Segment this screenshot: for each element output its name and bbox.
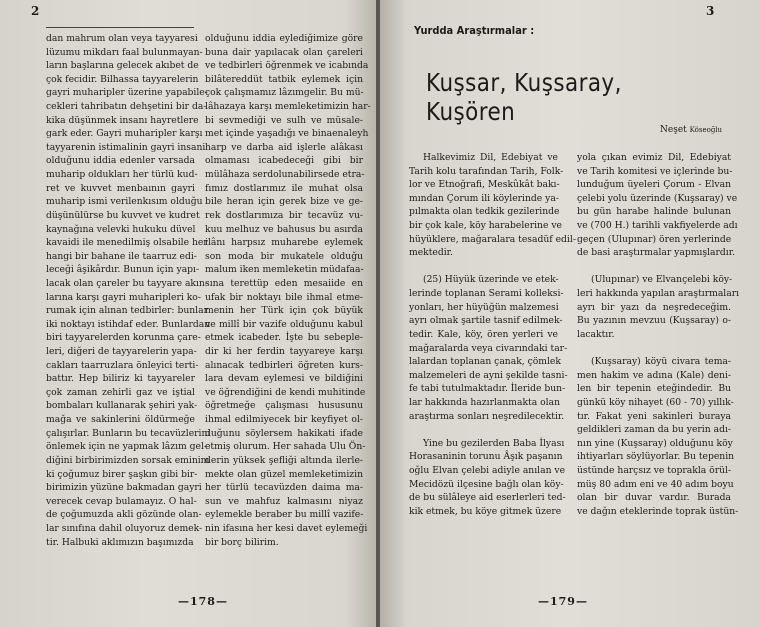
text-line: mından Çorum ili köylerinde ya- bbox=[409, 192, 559, 204]
text-line: cekleri tahribatın dehşetini bir da- bbox=[46, 101, 207, 113]
text-line: ayrı olmak şartile tasnif edilmek- bbox=[409, 315, 563, 327]
text-line: malzemeleri de ayni şekilde tasni- bbox=[409, 369, 568, 381]
text-line: hangi bir bahane ile taarruz edi- bbox=[46, 250, 197, 262]
author-name bbox=[660, 125, 722, 135]
text-line: yola çıkan evimiz Dil, Edebiyat bbox=[577, 152, 731, 163]
text-line: verecek cevap bulamayız. O hal- bbox=[46, 495, 197, 507]
text-line: lor ve Etnoğrafi, Meskûkât bakı- bbox=[409, 179, 560, 191]
text-line: lara devam eylemesi ve bildiğini bbox=[205, 373, 363, 385]
text-line: leceği âşikârdır. Bunun için yapı- bbox=[46, 264, 200, 276]
text-line: kavaidi ile menedilmiş olsabile her bbox=[46, 237, 208, 249]
text-line: lüzumu mikdarı faal bulunmayan- bbox=[46, 46, 203, 58]
text-line: battır. Hep biliriz ki tayyareler bbox=[46, 373, 195, 385]
text-line: çok çalışmamız lâzımgelir. Bu mü- bbox=[205, 87, 364, 99]
text-line: düşünülürse bu kuvvet ve kudret bbox=[46, 209, 200, 221]
text-line: rumak için alınan tedbirler: bunlar bbox=[46, 305, 208, 317]
text-line: bile heran için gerek bize ve ge- bbox=[205, 196, 363, 208]
text-line: mülâhaza serdolunabilirsede etra- bbox=[205, 169, 365, 181]
right-page bbox=[380, 0, 759, 627]
left-page-number: 2 bbox=[31, 4, 40, 18]
text-line: oğlu Elvan çelebi adiyle anılan ve bbox=[409, 465, 566, 477]
right-page-column-2 bbox=[577, 151, 740, 518]
text-line: çalışırlar. Bunların bu tecavüzlerini bbox=[46, 427, 211, 439]
text-line: ların başlarına gelecek akıbet de bbox=[46, 60, 199, 72]
text-line: kik etmek, bu köye gitmek üzere bbox=[409, 505, 562, 517]
right-page-number: 3 bbox=[706, 4, 715, 18]
text-line: öğretmeğe çalışması hususunu bbox=[205, 400, 363, 412]
text-line: bilâtereddüt tatbik eylemek için bbox=[205, 73, 363, 85]
text-line: ufak bir noktayı bile ihmal etme- bbox=[205, 291, 363, 303]
text-line: bu gün harabe halinde bulunan bbox=[577, 206, 731, 218]
text-line: çok zaman zehirli gaz ve iştial bbox=[46, 386, 195, 398]
text-line: ve öğrendiğini de kendi muhitinde bbox=[205, 386, 366, 398]
text-line: (Ulupınar) ve Elvançelebi köy- bbox=[591, 274, 733, 286]
text-line: birimizin yüzüne bakmadan gayri bbox=[46, 482, 202, 494]
right-page-column-1 bbox=[409, 151, 576, 518]
text-line: tir. Halbuki aklımızın başımızda bbox=[46, 536, 194, 548]
text-line: diğini birbirimizden sorsak eminim bbox=[46, 454, 210, 466]
text-line: ihmal edilmiyecek bir keyfiyet ol- bbox=[205, 414, 363, 426]
text-line: araştırma sonları neşredilecektir. bbox=[409, 410, 565, 422]
section-label: Yurdda Araştırmalar : bbox=[414, 24, 535, 37]
text-line: kika düşünmek insanı hayretlere bbox=[46, 114, 199, 126]
text-line: tedir. Kale, köy, ören yerleri ve bbox=[409, 328, 558, 340]
text-line: bir çok kale, köy harabelerine ve bbox=[409, 220, 562, 232]
text-line: iki noktayı istihdaf eder. Bunlardan bbox=[46, 318, 211, 330]
text-line: önlemek için ne yapmak lâzım gel- bbox=[46, 441, 208, 453]
text-line: olan bir duvar vardır. Burada bbox=[577, 492, 731, 504]
text-line: müş 80 adım eni ve 40 adım boyu bbox=[577, 478, 734, 490]
text-line: ret ve kuvvet menbaının gayri bbox=[46, 182, 195, 194]
text-line: larına karşı gayri muharipleri ko- bbox=[46, 291, 201, 303]
text-line: derin yüksek şefliği altında ilerle- bbox=[205, 454, 363, 466]
text-line: alınacak tedbirleri öğreten kurs- bbox=[205, 359, 363, 371]
text-line: olmaması icabedeceği gibi bir bbox=[205, 155, 363, 167]
text-line: nin ifasına her kesi davet eylemeği bbox=[205, 522, 368, 534]
text-line: Bu yazının mevzuu (Kuşsaray) o- bbox=[577, 315, 731, 327]
text-line: Mecidözü ilçesine bağlı olan köy- bbox=[409, 478, 564, 490]
text-line: muharip ismi verilenkısım olduğu bbox=[46, 196, 203, 208]
text-line: de bu sülâleye aid eserlerleri ted- bbox=[409, 492, 566, 504]
text-line: gayri muharipler üzerine yapabile- bbox=[46, 87, 208, 99]
text-line: Tarih kolu tarafından Tarih, Folk- bbox=[409, 165, 564, 177]
text-line: dan mahrum olan veya tayyaresi bbox=[46, 33, 198, 44]
text-line: olduğunu iddia edenler varsada bbox=[46, 155, 195, 167]
text-line: eylemekle beraber bu millî vazife- bbox=[205, 509, 364, 521]
text-line: lacak olan çareler bu tayyare akın- bbox=[46, 277, 208, 289]
text-line: lalardan toplanan çanak, çömlek bbox=[409, 356, 561, 368]
text-line: duğunu söylersem hakikati ifade bbox=[205, 427, 363, 439]
text-line: kuu melhuz ve bahusus bu asırda bbox=[205, 223, 363, 235]
text-line: hüyüklere, mağaralara tesadüf edil- bbox=[409, 233, 576, 245]
text-line: leri hakkında yapılan araştırmaları bbox=[577, 288, 740, 300]
text-line: her türlü tecavüzden daima ma- bbox=[205, 482, 363, 494]
text-line: çelebi yolu üzerinde (Kuşsaray) ve bbox=[577, 192, 738, 204]
text-line: günkü köy nihayet (60 - 70) yıllık- bbox=[577, 396, 734, 408]
text-line: Horasaninin torunu Âşık paşanın bbox=[409, 451, 563, 463]
text-line: tır. Fakat yeni sakinleri buraya bbox=[577, 410, 731, 422]
text-line: lar hakkında hazırlanmakta olan bbox=[409, 396, 561, 408]
text-line: sun ve mahfuz kalmasını niyaz bbox=[205, 495, 363, 507]
left-page-column-2 bbox=[205, 32, 371, 549]
text-line: mağa ve sakinlerini öldürmeğe bbox=[46, 414, 195, 426]
left-page-footer: —178— bbox=[178, 595, 228, 608]
author-first-name: Neşet bbox=[660, 125, 690, 135]
text-line: gark eder. Gayri muharipler karşı bbox=[46, 128, 203, 140]
text-line: fımız dostlarımız ile muhat olsa bbox=[205, 182, 363, 194]
text-line bbox=[409, 423, 558, 437]
author-last-name: Köseoğlu bbox=[689, 126, 723, 134]
text-line: ve tedbirleri öğrenmek ve icabında bbox=[205, 60, 369, 72]
text-line: lâhazaya karşı memleketimizin har- bbox=[205, 101, 371, 113]
text-line: met içinde yaşadığı ve binaenaleyh bbox=[205, 128, 369, 140]
text-line: harp ve darba aid işlerle alâkası bbox=[205, 141, 363, 153]
text-line: son moda bir mukatele olduğu bbox=[205, 250, 363, 262]
text-line: menin her Türk için çok büyük bbox=[205, 305, 363, 317]
text-line: lunduğum üyeleri Çorum - Elvan bbox=[577, 179, 731, 191]
article-title: Kuşsar, Kuşsaray, Kuşören bbox=[426, 68, 622, 126]
text-line: Halkevimiz Dil, Edebiyat ve bbox=[423, 152, 558, 163]
text-line: sına terettüp eden mesaiide en bbox=[205, 277, 363, 289]
text-line: cakları taarruzlara önleyici terti- bbox=[46, 359, 199, 371]
text-line: ve dağın eteklerinde toprak üstün- bbox=[577, 505, 739, 517]
text-line: buna dair yapılacak olan çareleri bbox=[205, 46, 363, 58]
text-line: nın yine (Kuşsaray) olduğunu köy bbox=[577, 437, 733, 449]
text-line bbox=[577, 260, 731, 274]
text-line: ve Tarih komitesi ve içlerinde bu- bbox=[577, 165, 733, 177]
text-line: de çoğumuzda akli gözünde olan- bbox=[46, 509, 202, 521]
text-line: Yine bu gezilerden Baba İlyası bbox=[423, 437, 565, 449]
text-line: etmek icabeder. İşte bu sebeple- bbox=[205, 332, 363, 344]
text-line: kaynağına velevki hukuku düvel bbox=[46, 223, 196, 235]
text-line: malum iken memleketin müdafaa- bbox=[205, 264, 364, 276]
text-line: mağaralarda veya civarındaki tar- bbox=[409, 342, 568, 354]
text-line bbox=[577, 342, 731, 356]
text-line: üstünde harçsız ve toprakla örül- bbox=[577, 465, 732, 477]
text-line: etmiş olurum. Her sahada Ulu Ön- bbox=[205, 441, 366, 453]
text-line: len bir tepenin eteğindedir. Bu bbox=[577, 383, 731, 395]
text-line: lacaktır. bbox=[577, 328, 615, 340]
text-line: fe tabi tutulmaktadır. İleride bun- bbox=[409, 383, 566, 395]
text-line: ve millî bir vazife olduğunu kabul bbox=[205, 318, 363, 330]
text-line: leri, diğeri de tayyarelerin yapa- bbox=[46, 346, 197, 358]
text-line: men hakim ve adına (Kale) deni- bbox=[577, 369, 731, 381]
text-line: lar sınıfına dahil oluyoruz demek- bbox=[46, 522, 203, 534]
text-line: lerinde toplanan Serami kolleksi- bbox=[409, 288, 564, 300]
text-line: ki çoğumuz birer şaşkın gibi bir- bbox=[46, 468, 198, 480]
text-line: (Kuşsaray) köyü civara tema- bbox=[591, 356, 731, 368]
text-line: yonları, her hüyüğün malzemesi bbox=[409, 301, 559, 313]
text-line: geçen (Ulupınar) ören yerlerinde bbox=[577, 233, 732, 245]
text-line: mektedir. bbox=[409, 247, 453, 259]
text-line: ilânı harpsız muharebe eylemek bbox=[205, 237, 363, 249]
text-line: bi sevmediği ve sulh ve müsale- bbox=[205, 114, 363, 126]
underline-rule bbox=[46, 27, 194, 28]
text-line: mekte olan güzel memleketimizin bbox=[205, 468, 363, 480]
text-line: bir borç bilirim. bbox=[205, 536, 279, 548]
right-page-footer: —179— bbox=[538, 595, 588, 608]
text-line: ve (700 H.) tarihli vakfiyelerde adı bbox=[577, 220, 738, 232]
text-line: de basi araştırmalar yapmışlardır. bbox=[577, 247, 736, 259]
text-line bbox=[409, 260, 558, 274]
text-line: muharip oldukları her türlü kud- bbox=[46, 169, 198, 181]
text-line: rek dostlarımıza bir tecavüz vu- bbox=[205, 209, 363, 221]
text-line: dir ki her ferdin tayyareye karşı bbox=[205, 346, 363, 358]
text-line: tayyarenin istimalinin gayri insani bbox=[46, 141, 206, 153]
left-page-column-1 bbox=[46, 32, 211, 549]
text-line: ayrı bir yazı da neşredeceğim. bbox=[577, 301, 731, 313]
text-line: (25) Hüyük üzerinde ve etek- bbox=[423, 274, 559, 286]
text-line: biri tayyarelerden korunma çare- bbox=[46, 332, 201, 344]
text-line: pılmakta olan tedkik gezilerinde bbox=[409, 206, 560, 218]
text-line: olduğunu iddia eylediğimize göre bbox=[205, 33, 363, 44]
text-line: bombaları kullanarak şehiri yak- bbox=[46, 400, 198, 412]
text-line: geldikleri zaman da bu yerin adı- bbox=[577, 424, 731, 436]
text-line: çok fecidir. Bilhassa tayyarelerin bbox=[46, 73, 199, 85]
text-line: ihtiyarları söylüyorlar. Bu tepenin bbox=[577, 451, 735, 463]
left-page bbox=[0, 0, 376, 627]
